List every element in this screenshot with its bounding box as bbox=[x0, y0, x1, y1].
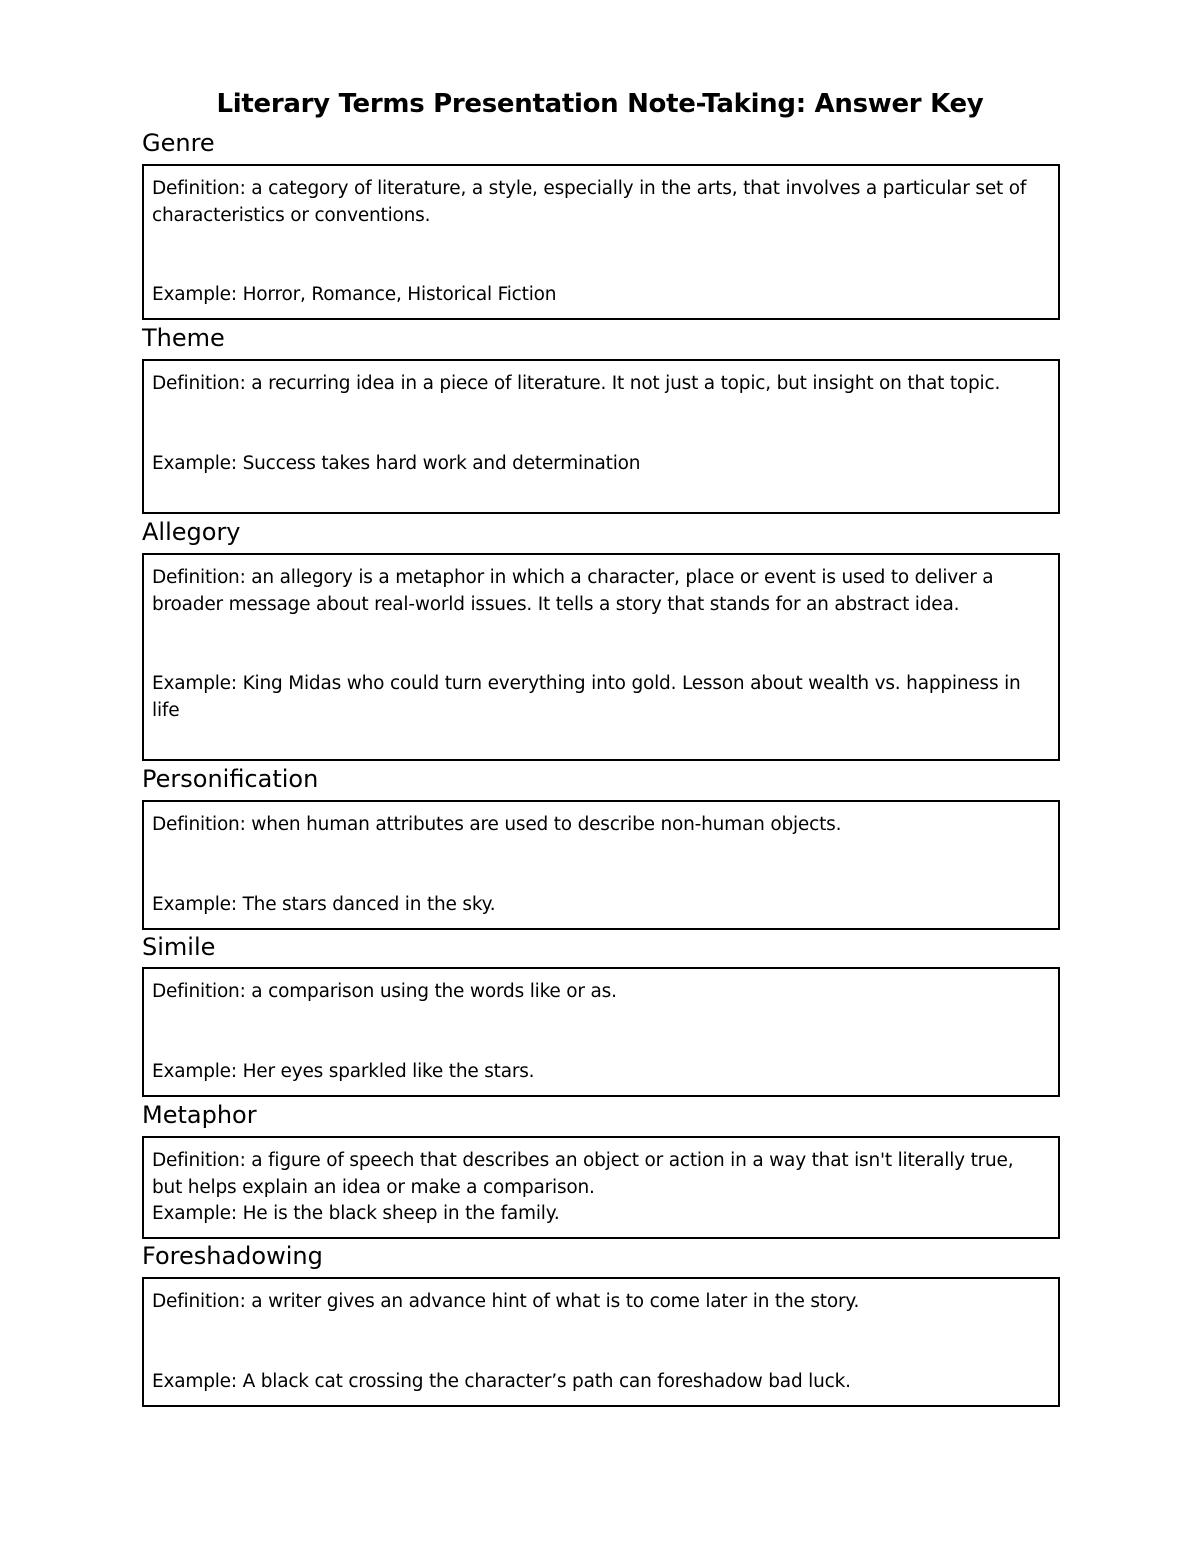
term-example: Example: Horror, Romance, Historical Fiction bbox=[152, 284, 557, 305]
term-example: Example: Success takes hard work and determination bbox=[152, 452, 641, 474]
term-definition: Definition: when human attributes are used to describe non-human objects. bbox=[152, 814, 842, 835]
term-example: Example: Her eyes sparkled like the stars. bbox=[152, 1060, 535, 1082]
term-example: Example: He is the black sheep in the family. bbox=[152, 1203, 560, 1224]
term-definition: Definition: a category of literature, a style, especially in the arts, that involves a particular set of characteristics or conventions. bbox=[152, 178, 1027, 226]
term-heading-metaphor: Metaphor bbox=[142, 1101, 257, 1129]
term-box-theme bbox=[142, 359, 1060, 514]
term-box-metaphor bbox=[142, 1136, 1060, 1239]
term-example: Example: King Midas who could turn everything into gold. Lesson about wealth vs. happiness in life bbox=[152, 673, 1021, 721]
term-heading-foreshadowing: Foreshadowing bbox=[142, 1242, 323, 1270]
term-heading-simile: Simile bbox=[142, 933, 216, 961]
term-definition: Definition: an allegory is a metaphor in which a character, place or event is used to deliver a broader message about real-world issues. It tells a story that stands for an abstract idea. bbox=[152, 567, 994, 615]
term-example: Example: The stars danced in the sky. bbox=[152, 893, 496, 915]
term-box-genre bbox=[142, 164, 1060, 320]
term-definition: Definition: a recurring idea in a piece of literature. It not just a topic, but insight on that topic. bbox=[152, 373, 1001, 394]
page-title: Literary Terms Presentation Note-Taking: Answer Key bbox=[216, 89, 984, 119]
term-box-simile bbox=[142, 967, 1060, 1097]
term-definition: Definition: a figure of speech that describes an object or action in a way that isn't literally true, but helps explain an idea or make a comparison. bbox=[152, 1150, 1014, 1198]
term-definition: Definition: a comparison using the words like or as. bbox=[152, 981, 617, 1002]
term-box-allegory bbox=[142, 553, 1060, 761]
term-example: Example: A black cat crossing the character’s path can foreshadow bad luck. bbox=[152, 1370, 851, 1392]
term-box-personification bbox=[142, 800, 1060, 930]
term-definition: Definition: a writer gives an advance hint of what is to come later in the story. bbox=[152, 1291, 860, 1312]
term-box-foreshadowing bbox=[142, 1277, 1060, 1407]
term-heading-allegory: Allegory bbox=[142, 518, 241, 546]
term-heading-genre: Genre bbox=[142, 129, 215, 157]
term-heading-personification: Personification bbox=[142, 765, 319, 793]
term-heading-theme: Theme bbox=[142, 324, 225, 352]
